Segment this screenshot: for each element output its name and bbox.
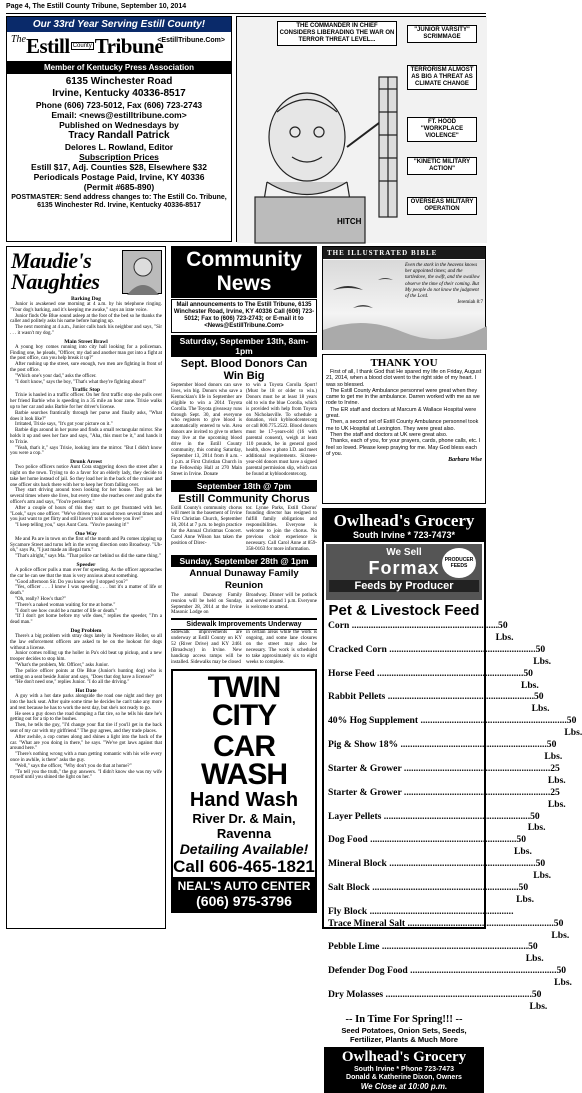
feed-item [324,881,535,906]
cartoon-label-1: "JUNIOR VARSITY" SCRIMMAGE [407,25,477,43]
story-heading: Drunk Arrest [70,459,102,466]
masthead-the: The [11,34,26,45]
reunion-text-2: Broadway. Dinner will be potluck and served around 1 p.m. Everyone is welcome to attend. [246,592,317,610]
feed-item [324,834,532,858]
feed-heading: Pet & Livestock Feed [328,602,480,619]
cartoon-signature: HITCH [337,217,362,226]
blood-drive-text-2: to win a Toyota Corolla Sport! (Must be 18 or older to win.) Donors must be at least 18 years old to win the blue Corolla, which is provided with help from Toyota on Nicholasville. To schedule a donation, visit kybloodcenter.org or call 800.775.2522. Blood donors must be 17-years-old (16 with parental consent), weigh at least 110 pounds, be in general good health, show a photo I.D. and meet additional requirements. Sixteen-year-old donors must have a signed parental permission slip, which can be found at kybloodcenter.org. [246,383,317,477]
story-paragraph: A young boy comes running into city hall looking for a policeman. Finding one, he pleads, "Officer, my dad and another man got into a fight at the post office, can you help break it up?" [10,344,162,362]
story-paragraph: The next morning at 4 a.m., Junior calls back his neighbor and says, "Sir . . . it wasn't my dog." [10,325,162,336]
story-paragraph: After awhile, a cop comes along and shines a light into the back of the car. "What are you doing in there," he says. "We've got laws against that around here." [10,734,162,752]
maudies-naughties-column [6,246,166,929]
producer-feeds-badge: PRODUCER FEEDS [442,548,476,578]
masthead-county: County [72,43,92,49]
neals-phone: (606) 975-3796 [173,893,315,911]
story-paragraph: Junior finds Ole Blue sound asleep at the foot of the bed so he thanks the caller and politely asks his name before hanging up. [10,313,162,325]
feed-item-name: Salt Block ............................................................ [328,881,517,893]
sidewalk-text-1: Sidewalk improvements are underway at Estill County on KY 52 (River Drive) and KY 2461 (Broadway) in Irvine. New handicap access ramps will be installed. Sidewalks may be closed [171,630,242,665]
feed-item-name: Starter & Grower ............................................................ [328,762,548,774]
story-paragraph: "Yeah, that's it," says Trixie, looking into the mirror. "But I didn't know you were a cop." [10,445,162,457]
thank-you-paragraph: First of all, I thank God that He spared my life on Friday, August 21, 2014, when a blood clot went to the right side of my heart. I was so blessed. [326,369,482,388]
feed-item-name: Mineral Block ............................................................ [328,858,534,870]
feed-item-price: .50 Lbs. [564,715,582,739]
masthead-name-right: Tribune [94,34,164,58]
story-paragraph: Junior is awakened one morning at 4 a.m. by his telephone ringing. "Your dog's barking, and it's keeping me awake," says an irate voice. [10,302,162,313]
community-news-mail-info: Mail announcements to The Estill Tribune, 6135 Winchester Road, Irvine, KY 40336 Call (606) 723-5012; Fax to (606) 723-2743; or E-mail it to <News@EstillTribune.Com> [171,299,317,333]
feed-item-price: .25 Lbs. [547,762,566,786]
masthead-address2: Irvine, Kentucky 40336-8517 [52,88,186,99]
thank-you-notice [322,354,486,504]
bible-reference: Jeremiah 8:7 [457,300,483,306]
story-heading: Main Street Brawl [64,338,108,345]
cartoon-label-3: FT. HOOD "WORKPLACE VIOLENCE" [407,117,477,142]
feed-item-name: Fly Block ............................................................ [328,905,514,917]
page-header: Page 4, The Estill County Tribune, September 10, 2014 [6,3,486,14]
feed-item [324,786,566,811]
neals-auto-center: NEAL'S AUTO CENTER [173,877,315,893]
spring-banner: -- In Time For Spring!!! -- [345,1013,463,1025]
feed-item [324,810,546,835]
feed-item-name: Trace Mineral Salt ............................................................ [328,917,552,929]
story-paragraph: Trixie is hauled in a traffic officer. On her first traffic stop she pulls over her friend Barbie who is speeding in a 35 mile an hour zone. Trixie walks up to her car and asks Barbie for her driver's license. [10,393,162,410]
story-paragraph: "He don't need one," replies Junior. "I do all the driving." [15,680,130,686]
editorial-cartoon [236,16,486,242]
community-news-column [171,246,317,929]
formax-we-sell: We Sell [386,547,422,558]
story-paragraph: "Well," says the officer, "Why don't you do that at home?" [15,763,132,769]
car-wash-line-2: CAR WASH [201,729,287,791]
story-paragraph: "Which one's your dad," asks the officer. [15,373,97,379]
cartoon-label-4: "KINETIC MILITARY ACTION" [407,157,477,175]
spring-items: Seed Potatoes, Onion Sets, Seeds, Fertilizer, Plants & Much More [341,1025,467,1044]
car-wash-ad [171,669,317,913]
feed-item-price: .50 Lbs. [551,917,570,941]
maudie-title-2: Naughties [11,269,100,294]
formax-ad [326,544,482,600]
story-paragraph: Two police officers notice Aunt Cora staggering down the street after a night on the town. Trying to do a favor for an elderly lady, they decide to take her home instead of jail. So they load her in the back of the cruiser and one officer sits back there with her to keep her from falling over. [10,465,162,488]
thank-you-signature: Barbara Wise [448,457,482,464]
car-wash-detailing: Detailing Available! [179,840,309,857]
thank-you-paragraph: Then the staff and doctors at UK were great also. [330,431,448,438]
story-heading: Speeder [76,562,96,569]
maudie-stories [7,296,165,781]
feed-item-price: .50 Lbs. [527,810,546,834]
feed-item-name: 40% Hog Supplement ............................................................ [328,715,565,727]
feed-item-name: Starter & Grower ............................................................ [328,786,548,798]
story-paragraph: Barbie digs around in her purse and finds a small rectangular mirror. She holds it up and sees her face and says, "Aha, this must be it," and hands it to Trixie. [10,428,162,445]
masthead-postage: Periodicals Postage Paid, Irvine, KY 40336 [33,172,205,182]
story-paragraph: "I don't know," says the boy, "That's what they're fighting about!" [15,379,147,385]
story-paragraph: Irritated, Trixie says, "It's got your picture on it." [15,422,113,428]
feed-item-name: Layer Pellets ............................................................ [328,810,528,822]
feed-item [324,667,539,692]
thank-you-paragraph: The ER staff and doctors at Marcum & Wallace Hospital were great. [326,406,477,420]
story-paragraph: "I don't see how could be a matter of life or death." [15,608,118,614]
sidewalk-headline: Sidewalk Improvements Underway [171,618,317,630]
feed-list [324,620,582,1013]
story-paragraph: The police officer points at Ole Blue (Junior's hunting dog) who is setting on a seat beside Junior and says, "Does that dog have a license?" [10,668,162,680]
chorus-date: September 18th @ 7pm [171,480,317,492]
story-paragraph: After a couple of hours of this they start to get frustrated with her. "Look," says one officer. "We've driven you around town several times and you just want to get flirty and still haven't told us where you live!" [10,505,162,523]
maudie-title-1: Maudie's [11,248,92,273]
chorus-text-1: Estill County's community chorus will meet in the basement of Irvine First Christian Church, September 18, 2014 at 7 p.m. to begin practice for the Annual Christmas Concert. Carol Anne Wilson has taken the position of Direc- [171,505,242,546]
feed-item-price: .50 Lbs. [529,989,548,1012]
feed-item-price: .50 Lbs. [554,965,572,989]
owlheads-grocery-ad [322,508,582,1091]
feed-item-price: .50 Lbs. [525,941,544,965]
feed-item-name: Dog Food ............................................................ [328,834,515,846]
blood-drive-headline: Sept. Blood Donors Can Win Big [180,358,308,382]
reunion-headline: Annual Dunaway Family Reunion [189,567,299,591]
reunion-text-1: The annual Dunaway Family reunion will be held on Sunday, September 28, 2014 at the Irvine Masonic Lodge on [171,592,242,616]
feed-item [324,739,563,763]
feed-item [324,643,552,668]
story-paragraph: A guy with a hot date parks alongside the road one night and they get into the back seat. After quite some time he decides he can't take any more and rest because he has to work the next day, but she's not ready to go. [10,694,162,711]
story-heading: One Way [75,530,97,537]
illustrated-bible [322,246,486,350]
story-paragraph: After rushing up the street, sure enough, two men are fighting in front of the post office. [10,362,162,373]
feed-item-price: .50 Lbs. [533,858,552,882]
thank-you-paragraph: Then, a second set of Estill County Ambulance personnel took me to UK Hospital at Lexington. They were great also. [326,419,479,432]
story-paragraph: "Yes, officer . . . I know I was speeding . . . but it's a matter of life or death." [10,585,162,597]
feed-item-name: Pig & Show 18% ............................................................ [328,739,545,751]
feed-item [324,989,548,1013]
feed-item-name: Horse Feed ............................................................ [328,667,521,679]
masthead-phone: Phone (606) 723-5012, Fax (606) 723-2743 [35,100,203,110]
owlhead-closing-time: We Close at 10:00 p.m. [360,1081,448,1091]
feed-item [324,691,550,715]
story-paragraph: "That's alright," says Ma. "That police car behind us did the same thing." [15,554,161,560]
car-wash-hand-wash: Hand Wash [189,788,299,811]
masthead-published: Published on Wednesdays by [59,120,179,130]
story-paragraph: Barbie searches frantically through her purse and finally asks, "What does it look like?" [10,410,162,422]
story-heading: Barking Dog [70,296,102,302]
car-wash-location: River Dr. & Main, Ravenna [192,810,296,841]
masthead-email[interactable]: Email: <news@estilltribune.com> [51,110,187,120]
formax-feeds: Feeds by Producer [329,580,479,592]
reunion-date: Sunday, September 28th @ 1pm [171,555,317,567]
story-paragraph: A police officer pulls a man over for speeding. As the officer approaches the car he can see that the man is very anxious about something. [10,568,162,579]
feed-item-price: .50 Lbs. [514,834,532,858]
feed-item [324,858,552,882]
story-paragraph: Me and Pa are in town on the first of the month and Pa comes zipping up Sycamore Street and turns left in the wrong direction onto Broadway. "Uh-oh," says Pa, "I just made an illegal turn." [10,536,162,554]
story-heading: Traffic Stop [71,387,101,394]
feed-item-price: .50 Lbs. [533,643,552,667]
masthead-postmaster: POSTMASTER: Send address changes to: The Estill Co. Tribune, 6135 Winchester Rd. Irvine, Kentucky 40336-8517 [11,194,227,209]
blood-drive-text-1: September blood donors can save lives, win big. Donors who save a Kentuckian's life in September are eligible to win a 2014 Toyota Corolla. The Toyota giveaway runs through Sept. 30, and everyone who registers to give blood is automatically entered to win. Area donors are invited to give to others may live at the upcoming blood drive in the Estill County community, this coming Saturday, September 13, 2014 from 8 a.m. - 1 p.m. at First Christian Church in the Fellowship Hall at 270 Main Street in Irvine. Donate [171,383,242,477]
feed-item-price: .50 Lbs. [531,691,550,715]
feed-item-name: Corn ............................................................ [328,620,496,631]
story-paragraph: "There's a naked woman waiting for me at home." [15,602,116,608]
story-paragraph: He sees a guy down the road dumping a flat tire, so he tells his date he's getting out for a tip to the bushes. [10,711,162,723]
story-paragraph: "What's the problem, Mr. Officer," asks Junior. [15,663,109,669]
masthead-name-left: Estill [26,34,70,58]
feed-item-price: .50 Lbs. [516,881,535,905]
story-heading: Dog Problem [70,628,102,635]
owlhead-address: South Irvine * 723-7473* [352,530,456,540]
feed-item-price: .50 Lbs. [495,620,514,643]
cartoon-label-2: TERRORISM ALMOST AS BIG A THREAT AS CLIMATE CHANGE [407,65,477,90]
car-wash-phone: Call 606-465-1821 [173,856,315,876]
feed-item [324,715,582,739]
masthead-member: Member of Kentucky Press Association [7,61,231,74]
masthead-website[interactable]: <EstillTribune.Com> [157,37,225,44]
blood-drive-date: Saturday, September 13th, 8am-1pm [171,335,317,357]
story-paragraph: "Oh, really? How's that?" [15,597,67,603]
masthead-subscription-title: Subscription Prices [79,152,159,162]
story-paragraph: "If I don't get home before my wife does," replies the speeder, "I'm a dead man." [10,614,162,626]
cartoon-label-5: OVERSEAS MILITARY OPERATION [407,197,477,215]
masthead-publisher2: Delores L. Rowland, Editor [64,142,174,152]
feed-item-price: .25 Lbs. [547,786,566,810]
masthead [6,16,232,242]
story-paragraph: They start driving around town looking for her house. They ask her several times where she lives, but every time she reaches over and grabs the officer's arm and says, "You're persistent." [10,488,162,505]
illustrated-bible-title: THE ILLUSTRATED BIBLE [323,247,485,259]
feed-item-name: Rabbit Pellets ............................................................ [328,691,532,703]
feed-item [324,762,566,787]
story-paragraph: Then, he tells the guy, "I'd change your flat tire if you'll get in the back seat of my car with my girlfriend." The guy agrees, and they trade places. [10,723,162,734]
feed-item [324,905,514,918]
chorus-text-2: tor. Lynne Parks, Estill Chorus' founding director has resigned to fulfill family obligations and responsibilities. Everyone is welcome to join the chorus. No previous choir experience is necessary. Call Carol Anne at 859-358-0163 for more information. [246,505,317,552]
feed-item-name: Cracked Corn ............................................................ [328,643,534,655]
thank-you-paragraph: Thanks, each of you, for your prayers, cards, phone calls, etc. I feel so loved. Please keep praying for me. May God bless each of you. [326,438,481,457]
feed-item-name: Defender Dog Food ............................................................ [328,965,555,977]
masthead-banner: Our 33rd Year Serving Estill County! [7,17,231,32]
story-paragraph: "There's nothing wrong with a man getting romantic with his wife every once in awhile, is there" asks the guy. [10,752,162,763]
car-wash-line-1: TWIN CITY [207,670,281,732]
masthead-permit: (Permit #685-890) [83,182,155,192]
owlhead-owners: Donald & Katherine Dixon, Owners [346,1073,462,1081]
owlhead-bottom-address: South Irvine * Phone 723-7473 [354,1065,454,1073]
sidewalk-text-2: in certain areas while the work is ongoing, and some lane closures on the street may also be necessary. The work is scheduled to take approximately six to eight weeks to complete. [246,630,317,665]
story-paragraph: "I keep telling you," says Aunt Cora. "You're passing it!" [15,523,129,529]
story-paragraph: "Good afternoon Sir. Do you know why I stopped you?" [15,579,128,585]
thank-you-title: THANK YOU [370,357,438,369]
chorus-headline: Estill Community Chorus [178,492,310,505]
masthead-subscription-prices: Estill $17, Adj. Counties $28, Elsewhere $32 [31,162,207,172]
feed-item-name: Pebble Lime ............................................................ [328,941,526,953]
maudie-portrait [122,250,162,294]
masthead-publisher1: Tracy Randall Patrick [68,130,170,141]
story-paragraph: Junior comes rolling up the holler in Pa's old beat up pickup, and a new trooper decides to stop him. [10,651,162,663]
feed-item [324,917,570,942]
story-paragraph: "To tell you the truth," the guy answers. "I didn't know she was my wife myself until you shined the light on her." [10,769,162,781]
bible-verse: Even the stork in the heavens knows her appointed times; and the turtledove, the swift, and the swallow observe the time of their coming. But My people do not know the judgment of the Lord. [405,263,480,300]
feed-item [324,965,572,989]
masthead-address1: 6135 Winchester Road [65,76,173,87]
feed-item-price: .50 Lbs. [544,739,563,762]
formax-logo: Formax [368,558,440,578]
owlhead-name: Owlhead's Grocery [333,511,475,530]
story-paragraph: There's a big problem with stray dogs lately in Needmore Holler, so all the law enforcement officers are asked to be on the lookout for dogs without a license. [10,634,162,651]
thank-you-paragraph: The Estill County Ambulance personnel were great when they came to get me in the ambulance. Darren worked with me as we rode to Irvine. [326,387,480,407]
feed-item [324,941,544,965]
story-heading: Hot Date [75,688,97,695]
feed-item-price: .50 Lbs. [520,667,539,691]
cartoon-caption: THE COMMANDER IN CHIEF CONSIDERS LIBERADING THE WAR ON TERROR THREAT LEVEL... [277,21,397,46]
owlhead-bottom-name: Owlhead's Grocery [341,1048,467,1065]
feed-item-name: Dry Molasses ............................................................ [328,989,530,1001]
feed-item [324,620,514,644]
community-news-title: Community News [171,246,317,298]
